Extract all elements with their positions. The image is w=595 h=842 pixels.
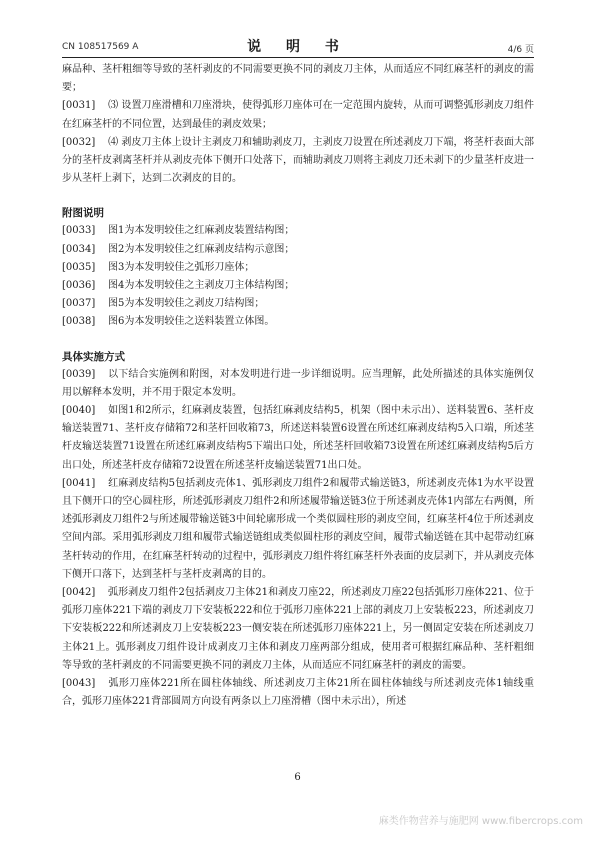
document-title: 说 明 书 bbox=[247, 39, 349, 55]
paragraph bbox=[62, 259, 534, 277]
section-heading-embodiments: 具体实施方式 bbox=[62, 350, 125, 363]
paragraph-text: 图1为本发明较佳之红麻剥皮装置结构图； bbox=[108, 225, 295, 237]
paragraph bbox=[62, 277, 534, 295]
paragraph-number: [0033] bbox=[62, 225, 96, 237]
paragraph bbox=[62, 675, 534, 711]
paragraph bbox=[62, 313, 534, 331]
paragraph-number: [0042] bbox=[62, 587, 96, 599]
paragraph bbox=[62, 475, 534, 584]
paragraph bbox=[62, 97, 534, 133]
paragraph-number: [0037] bbox=[62, 298, 96, 310]
paragraph-number: [0038] bbox=[62, 316, 96, 328]
paragraph-number: [0041] bbox=[62, 477, 96, 489]
paragraph bbox=[62, 134, 534, 189]
paragraph-text: 弧形刀座体221所在圆柱体轴线、所述剥皮刀主体21所在圆柱体轴线与所述剥皮壳体1轴线重合，弧形刀座体221背部圆周方向设有两条以上刀座滑槽（图中未示出），所述 bbox=[62, 678, 534, 708]
paragraph-text: 图3为本发明较佳之弧形刀座体； bbox=[108, 261, 255, 273]
page-number: 6 bbox=[294, 772, 301, 783]
paragraph-text: ⑷ 剥皮刀主体上设计主剥皮刀和辅助剥皮刀，主剥皮刀设置在所述剥皮刀下端，将茎杆表面大部分的茎杆皮剥离茎杆并从剥皮壳体下侧开口处落下，而辅助剥皮刀则将主剥皮刀还未剥下的少量茎杆皮进一步从茎杆上剥下，达到二次剥皮的目的。 bbox=[62, 136, 534, 185]
page-indicator: 4/6 页 bbox=[507, 45, 534, 55]
paragraph-text: 图2为本发明较佳之红麻剥皮结构示意图； bbox=[108, 243, 295, 255]
paragraph-number: [0031] bbox=[62, 100, 96, 112]
paragraph-text: ⑶ 设置刀座滑槽和刀座滑块，使得弧形刀座体可在一定范围内旋转，从而可调整弧形剥皮刀组件在红麻茎杆的不同位置，达到最佳的剥皮效果； bbox=[62, 100, 534, 130]
paragraph-number: [0039] bbox=[62, 368, 96, 380]
paragraph bbox=[62, 366, 534, 402]
paragraph-text: 麻品种、茎杆粗细等导致的茎杆剥皮的不同需要更换不同的剥皮刀主体，从而适应不同红麻茎杆的剥皮的需要； bbox=[62, 64, 534, 94]
paragraph bbox=[62, 241, 534, 259]
paragraph-number: [0043] bbox=[62, 678, 96, 690]
section-heading-drawings: 附图说明 bbox=[62, 207, 104, 220]
paragraph-continuation bbox=[62, 61, 534, 97]
paragraph-text: 弧形剥皮刀组件2包括剥皮刀主体21和剥皮刀座22，所述剥皮刀座22包括弧形刀座体221、位于弧形刀座体221下端的剥皮刀下安装板222和位于弧形刀座体221上部的剥皮刀上安装板223，所述剥皮刀下安装板222和所述剥皮刀上安装板223一侧安装在所述弧形刀座体221上，另一侧固定安装在所述剥皮刀主体21上。弧形剥皮刀组件设计成剥皮刀主体和剥皮刀座两部分组成，使用者可根据红麻品种、茎杆粗细等导致的茎杆剥皮的不同需要更换不同的剥皮刀主体，从而适应不同红麻茎杆的剥皮的需要。 bbox=[62, 587, 534, 671]
paragraph-number: [0036] bbox=[62, 280, 96, 292]
paragraph-number: [0040] bbox=[62, 405, 96, 417]
paragraph bbox=[62, 584, 534, 675]
document-body bbox=[62, 61, 534, 712]
paragraph-number: [0032] bbox=[62, 136, 96, 148]
header-divider bbox=[62, 57, 534, 58]
paragraph bbox=[62, 295, 534, 313]
watermark: 麻类作物营养与施肥网 www.fibercrops.com bbox=[378, 816, 583, 827]
paragraph-text: 图4为本发明较佳之主剥皮刀主体结构图； bbox=[108, 280, 295, 292]
paragraph bbox=[62, 222, 534, 240]
paragraph-number: [0034] bbox=[62, 243, 96, 255]
paragraph-number: [0035] bbox=[62, 261, 96, 273]
paragraph-text: 如图1和2所示，红麻剥皮装置，包括红麻剥皮结构5，机架（图中未示出）、送料装置6、茎杆皮输送装置71、茎杆皮存储箱72和茎杆回收箱73，所述送料装置6设置在所述红麻剥皮结构5入口端，所述茎杆皮输送装置71设置在所述红麻剥皮结构5下端出口处，所述茎杆回收箱73设置在所述红麻剥皮结构5后方出口处，所述茎杆皮存储箱72设置在所述茎杆皮输送装置71出口处。 bbox=[62, 405, 534, 471]
paragraph-text: 以下结合实施例和附图，对本发明进行进一步详细说明。应当理解，此处所描述的具体实施例仅用以解释本发明，并不用于限定本发明。 bbox=[62, 368, 534, 398]
paragraph-text: 图5为本发明较佳之剥皮刀结构图； bbox=[108, 298, 265, 310]
paragraph-text: 图6为本发明较佳之送料装置立体图。 bbox=[108, 316, 275, 328]
paragraph-text: 红麻剥皮结构5包括剥皮壳体1、弧形剥皮刀组件2和履带式输送链3，所述剥皮壳体1为水平设置且下侧开口的空心圆柱形，所述弧形剥皮刀组件2和所述履带输送链3位于所述剥皮壳体1内部左右两侧，所述弧形剥皮刀组件2与所述履带输送链3中间轮廓形成一个类似圆柱形的剥皮空间，红麻茎杆4位于所述剥皮空间内部。采用弧形剥皮刀组和履带式输送链组成类似圆柱形的剥皮空间，履带式输送链在其中起带动红麻茎杆转动的作用，在红麻茎杆转动的过程中，弧形剥皮刀组件将红麻茎杆外表面的皮层剥下，并从剥皮壳体下侧开口落下，达到茎杆与茎杆皮剥离的目的。 bbox=[62, 477, 534, 580]
paragraph bbox=[62, 402, 534, 475]
patent-number: CN 108517569 A bbox=[62, 42, 139, 52]
